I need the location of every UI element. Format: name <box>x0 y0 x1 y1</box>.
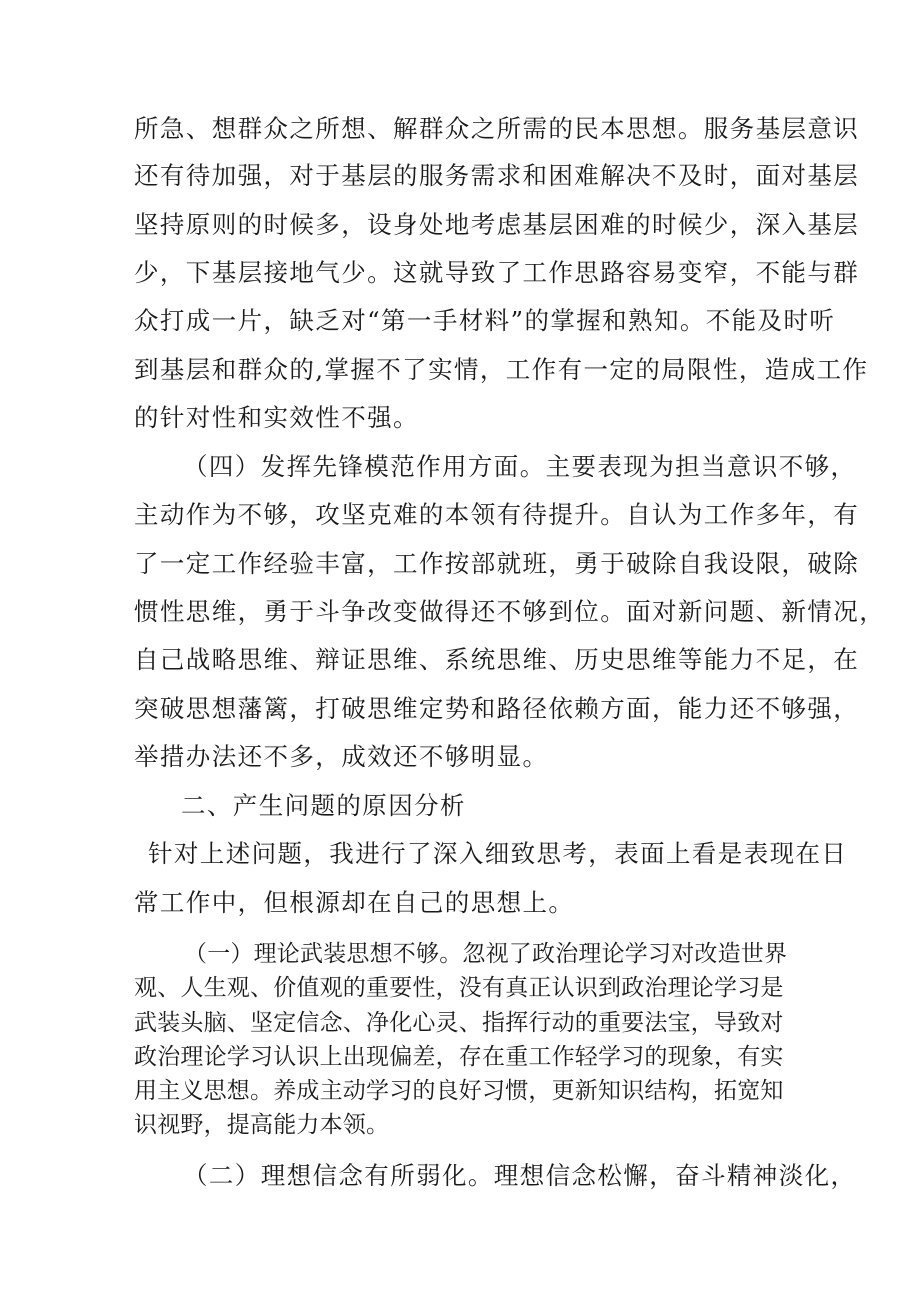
section-heading: 二、产生问题的原因分析 <box>181 791 466 820</box>
text-line: 坚持原则的时候多，设身处地考虑基层困难的时候少，深入基层 <box>134 210 860 239</box>
text-line: 常工作中，但根源却在自己的思想上。 <box>134 888 575 917</box>
text-line: 主动作为不够，攻坚克难的本领有待提升。自认为工作多年，有 <box>134 500 860 529</box>
cause-2-heading-line: （二）理想信念有所弱化。理想信念松懈，奋斗精神淡化， <box>183 1161 857 1190</box>
text-line: 突破思想藩篱，打破思维定势和路径依赖方面，能力还不够强， <box>134 694 860 723</box>
text-line: 武装头脑、坚定信念、净化心灵、指挥行动的重要法宝，导致对 <box>134 1010 784 1036</box>
text-line: 识视野，提高能力本领。 <box>134 1112 390 1138</box>
text-line: 到基层和群众的,掌握不了实情，工作有一定的局限性，造成工作 <box>134 355 869 384</box>
text-line: 用主义思想。养成主动学习的良好习惯，更新知识结构，拓宽知 <box>134 1078 784 1104</box>
text-line: 了一定工作经验丰富，工作按部就班，勇于破除自我设限，破除 <box>134 549 860 578</box>
text-line: 举措办法还不多，成效还不够明显。 <box>134 742 549 771</box>
text-line: 惯性思维，勇于斗争改变做得还不够到位。面对新问题、新情况， <box>134 597 886 626</box>
text-line: 自己战略思维、辩证思维、系统思维、历史思维等能力不足，在 <box>134 645 860 674</box>
text-line: 少，下基层接地气少。这就导致了工作思路容易变窄，不能与群 <box>134 258 860 287</box>
section-4-heading-line: （四）发挥先锋模范作用方面。主要表现为担当意识不够， <box>183 452 857 481</box>
text-line: 的针对性和实效性不强。 <box>134 403 419 432</box>
text-line: 还有待加强，对于基层的服务需求和困难解决不及时，面对基层 <box>134 161 860 190</box>
text-line: 针对上述问题，我进行了深入细致思考，表面上看是表现在日 <box>148 839 848 868</box>
text-line: 观、人生观、价值观的重要性，没有真正认识到政治理论学习是 <box>134 975 784 1001</box>
text-line: 所急、想群众之所想、解群众之所需的民本思想。服务基层意识 <box>134 114 860 143</box>
text-line: 政治理论学习认识上出现偏差，存在重工作轻学习的现象，有实 <box>134 1044 784 1070</box>
cause-1-heading-line: （一）理论武装思想不够。忽视了政治理论学习对改造世界 <box>184 941 788 967</box>
text-line: 众打成一片，缺乏对“第一手材料”的掌握和熟知。不能及时听 <box>134 306 836 335</box>
